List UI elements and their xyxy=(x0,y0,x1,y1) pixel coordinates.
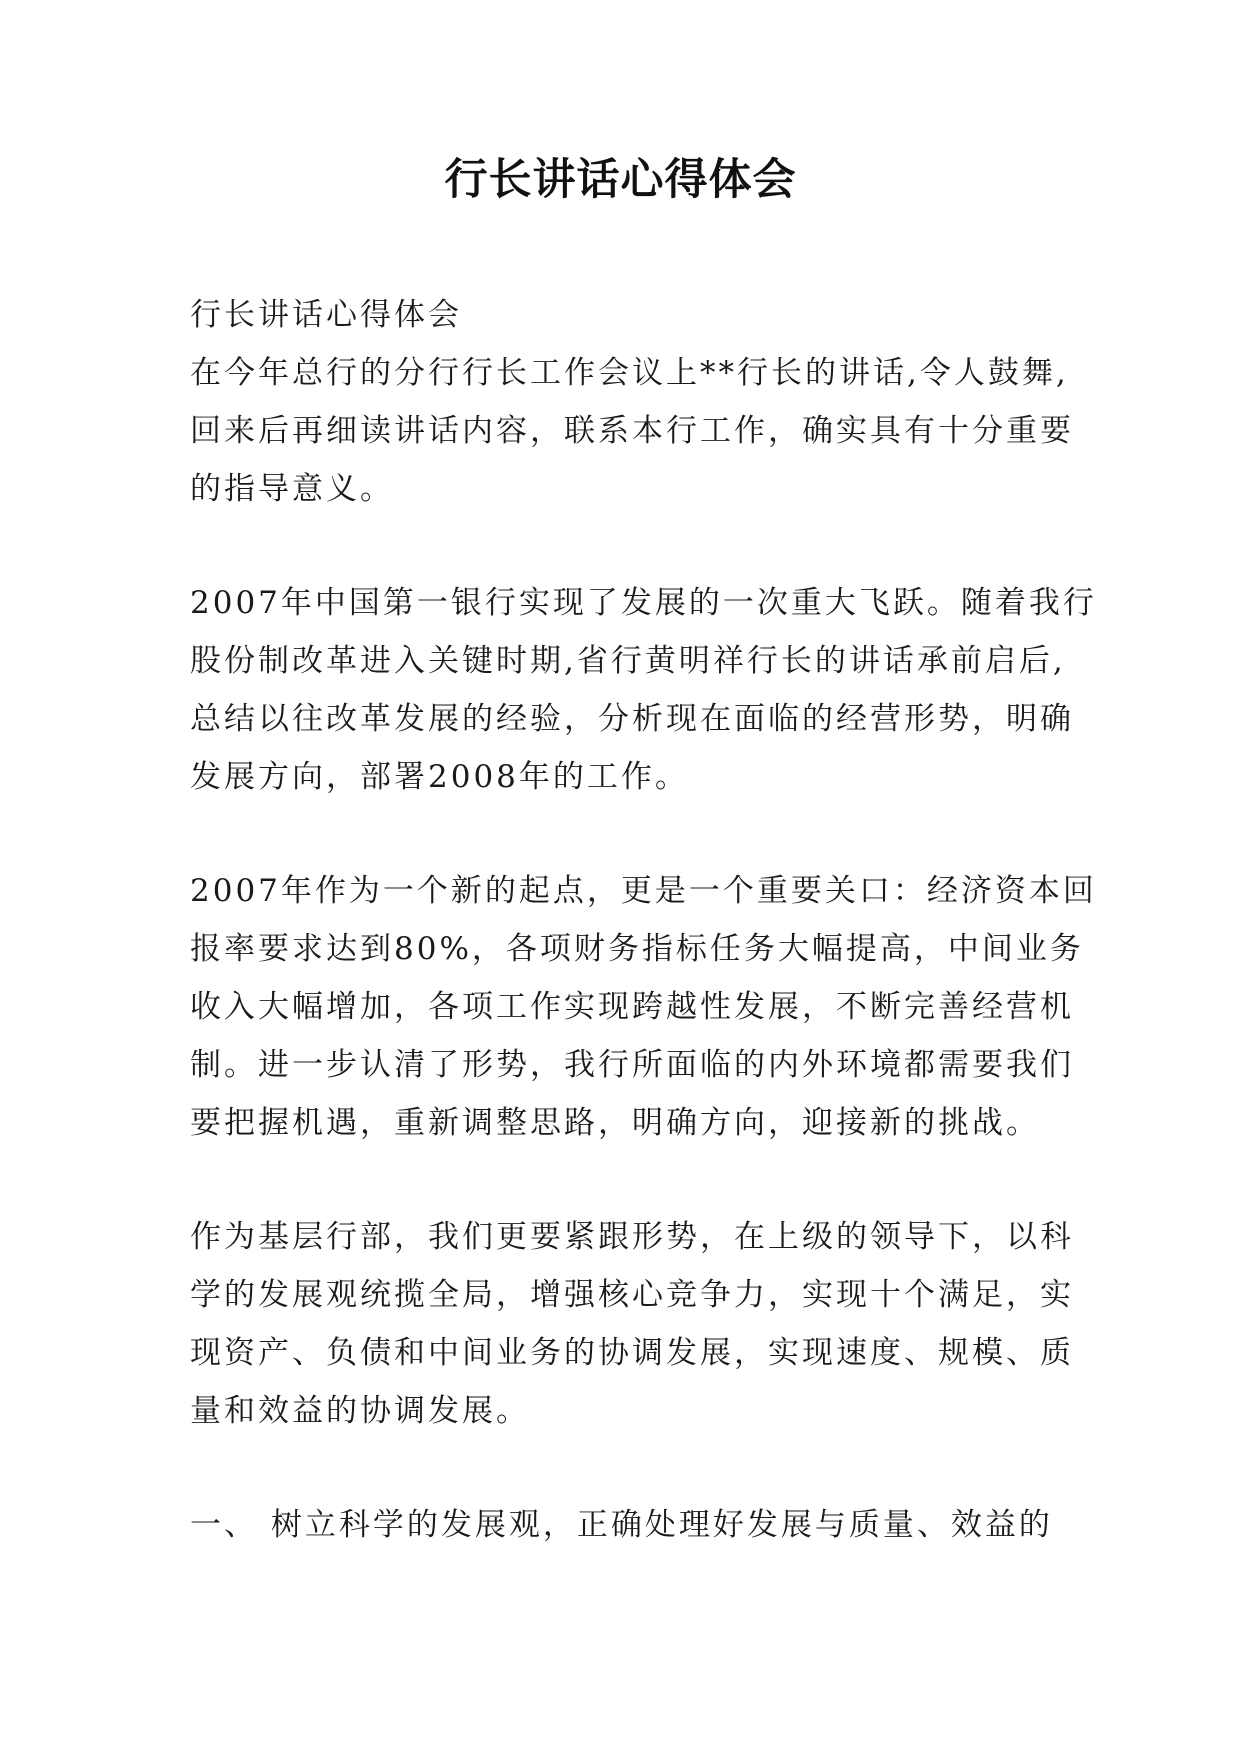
document-title: 行长讲话心得体会 xyxy=(444,155,797,205)
paragraph-line: 股份制改革进入关键时期,省行黄明祥行长的讲话承前启后, xyxy=(190,643,1066,679)
paragraph-gap xyxy=(190,1440,1050,1496)
paragraph-line: 要把握机遇，重新调整思路，明确方向，迎接新的挑战。 xyxy=(190,1105,1040,1141)
paragraph-line: 的指导意义。 xyxy=(190,471,394,507)
paragraph-gap xyxy=(190,1152,1050,1208)
paragraph-line: 总结以往改革发展的经验，分析现在面临的经营形势，明确 xyxy=(190,701,1074,737)
paragraph-gap xyxy=(190,806,1050,862)
paragraph-line: 量和效益的协调发展。 xyxy=(190,1393,530,1429)
paragraph-line: 发展方向，部署2008年的工作。 xyxy=(190,759,689,795)
paragraph-line: 收入大幅增加，各项工作实现跨越性发展，不断完善经营机 xyxy=(190,989,1074,1025)
paragraph-line: 2007年中国第一银行实现了发展的一次重大飞跃。随着我行 xyxy=(190,585,1097,621)
document-body xyxy=(190,286,1097,1554)
section-heading-line: 一、 树立科学的发展观，正确处理好发展与质量、效益的 xyxy=(190,1507,1053,1543)
document-subtitle: 行长讲话心得体会 xyxy=(190,297,462,333)
paragraph-line: 2007年作为一个新的起点，更是一个重要关口：经济资本回 xyxy=(190,873,1097,909)
paragraph-line: 现资产、负债和中间业务的协调发展，实现速度、规模、质 xyxy=(190,1335,1074,1371)
paragraph-gap xyxy=(190,518,1050,574)
paragraph-line: 回来后再细读讲话内容，联系本行工作，确实具有十分重要 xyxy=(190,413,1074,449)
paragraph-line: 制。进一步认清了形势，我行所面临的内外环境都需要我们 xyxy=(190,1047,1074,1083)
paragraph-line: 报率要求达到80%，各项财务指标任务大幅提高，中间业务 xyxy=(190,931,1084,967)
paragraph-line: 作为基层行部，我们更要紧跟形势，在上级的领导下，以科 xyxy=(190,1219,1074,1255)
paragraph-line: 在今年总行的分行行长工作会议上**行长的讲话,令人鼓舞, xyxy=(190,355,1069,391)
paragraph-line: 学的发展观统揽全局，增强核心竞争力，实现十个满足，实 xyxy=(190,1277,1074,1313)
